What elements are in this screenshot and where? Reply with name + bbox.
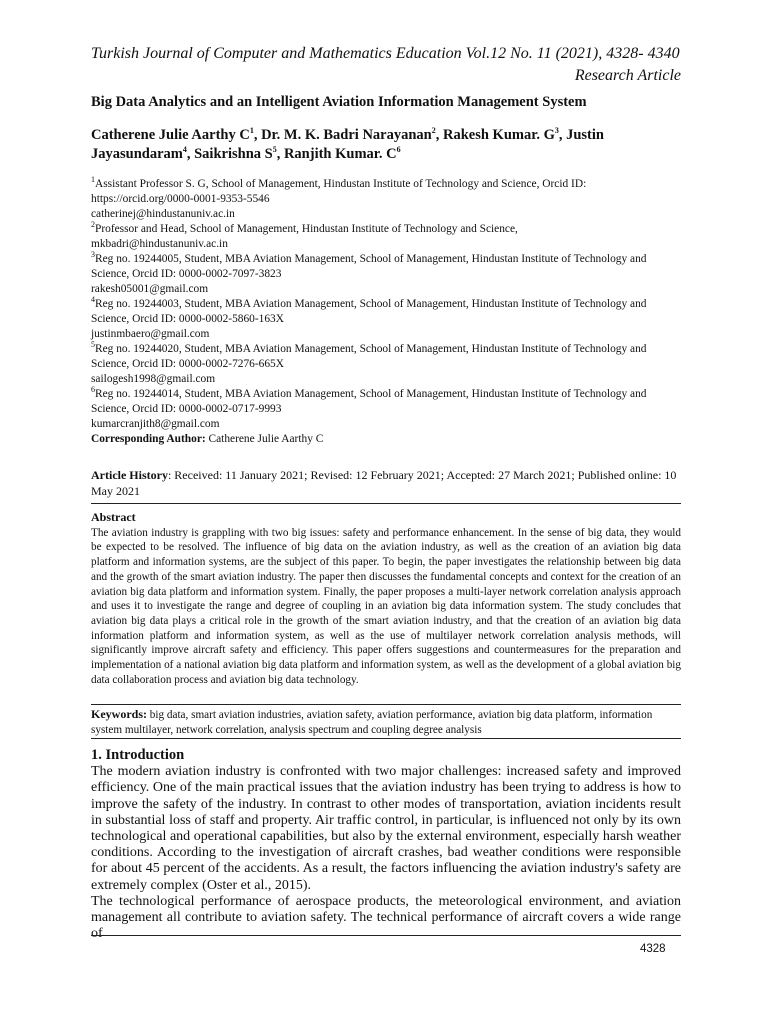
author-email[interactable]: rakesh05001@gmail.com <box>91 283 209 295</box>
keywords: Keywords: big data, smart aviation industries, aviation safety, aviation performance, aviation big data platform, information system multilayer, network correlation, analysis spectrum and coupling degree analysis <box>91 707 653 736</box>
article-history: Article History: Received: 11 January 2021; Revised: 12 February 2021; Accepted: 27 March 2021; Published online: 10 May 2021 <box>91 468 677 498</box>
affiliation: $^5$Reg no. 19244020, Student, MBA Aviation Management, School of Management, Hindustan Institute of Technology and Science, Orcid ID: 0000-0002-7276-665X <box>91 340 647 370</box>
author: Catherene Julie Aarthy $C^1$, <box>91 126 262 143</box>
affiliation: $^2$Professor and Head, School of Management, Hindustan Institute of Technology and Science, <box>91 220 518 235</box>
section-heading: 1. Introduction <box>91 747 185 763</box>
author: Justin Jayasundaram$^4$, <box>91 127 604 162</box>
affiliation: $^4$Reg no. 19244003, Student, MBA Aviation Management, School of Management, Hindustan Institute of Technology and Science, Orcid ID: 0000-0002-5860-163X <box>91 295 647 325</box>
journal-citation: Turkish Journal of Computer and Mathematics Education Vol.12 No. 11 (2021), 4328- 4340 <box>91 45 680 62</box>
author-email[interactable]: catherinej@hindustanuniv.ac.in <box>91 208 235 220</box>
paper-title: Big Data Analytics and an Intelligent Aviation Information Management System <box>91 94 587 110</box>
abstract-text: The aviation industry is grappling with two big issues: safety and performance enhancement. In the sense of big data, they would be expected to be resolved. The influence of big data on the aviation industry, as well as the creation of an aviation big data platform and information systems, are the subject of this paper. To begin, the paper investigates the relationship between big data and the growth of the smart aviation industry. The paper then discusses the fundamental concepts and context for the creation of an aviation big data platform and information system. Finally, the paper proposes a multi-layer network correlation analysis approach and uses it to investigate the range and degree of coupling in an aviation big data information system. The study concludes that aviation big data plays a critical role in the growth of the smart aviation industry, and that the creation of an aviation big data information platform and information system, as well as the use of multilayer network correlation analysis methods, will significantly improve aircraft safety and efficiency. This paper offers suggestions and countermeasures for the preparation and implementation of a national aviation big data platform and information system, as well as the development of a global aviation big data collaboration process and aviation big data technology. <box>91 526 681 686</box>
affiliation-list <box>91 177 686 447</box>
affiliation: $^1$Assistant Professor S. G, School of Management, Hindustan Institute of Technology and Science, Orcid ID: https://orcid.org/0000-0001-9353-5546 <box>91 175 587 205</box>
author-list <box>91 126 686 164</box>
paragraph: The technological performance of aerospace products, the meteorological environment, and aviation management all contribute to aviation safety. The technical performance of aircraft covers a wide range of <box>91 893 681 942</box>
author: Dr. M. K. Badri Narayanan$^2$, <box>261 126 443 143</box>
author-email[interactable]: mkbadri@hindustanuniv.ac.in <box>91 238 228 250</box>
divider <box>91 704 681 705</box>
paragraph: The modern aviation industry is confronted with two major challenges: increased safety and improved efficiency. One of the main practical issues that the aviation industry has been trying to address is how to improve the safety of the industry. In contrast to other modes of transportation, aviation incidents result in substantial loss of staff and property. Air traffic control, in particular, is influenced not only by its own technological and operational capabilities, but also by the external environment, especially harsh weather conditions. According to the investigation of aircraft crashes, bad weather conditions were responsible for about 45 percent of the accidents. As a result, the factors influencing the aviation industry's safety are extremely complex (Oster et al., 2015). <box>91 764 681 893</box>
footer-divider <box>91 935 681 936</box>
affiliation: $^3$Reg no. 19244005, Student, MBA Aviation Management, School of Management, Hindustan Institute of Technology and Science, Orcid ID: 0000-0002-7097-3823 <box>91 250 647 280</box>
introduction-section <box>91 747 681 942</box>
divider <box>91 503 681 504</box>
author-email[interactable]: kumarcranjith8@gmail.com <box>91 418 220 430</box>
author-email[interactable]: justinmbaero@gmail.com <box>91 328 210 340</box>
affiliation: $^6$Reg no. 19244014, Student, MBA Aviation Management, School of Management, Hindustan Institute of Technology and Science, Orcid ID: 0000-0002-0717-9993 <box>91 385 647 415</box>
author: Rakesh Kumar. $G^3$, <box>442 126 567 143</box>
corresponding-author: Corresponding Author: Catherene Julie Aarthy C <box>91 433 324 445</box>
journal-header <box>91 44 681 86</box>
article-type: Research Article <box>574 67 681 84</box>
page-number: 4328 <box>640 943 666 955</box>
divider <box>91 738 681 739</box>
author: Ranjith Kumar. $C^6$ <box>283 145 401 162</box>
abstract-section <box>91 510 681 687</box>
abstract-heading: Abstract <box>91 510 136 524</box>
author-email[interactable]: sailogesh1998@gmail.com <box>91 373 216 385</box>
author: Saikrishna $S^5$, <box>194 145 284 162</box>
